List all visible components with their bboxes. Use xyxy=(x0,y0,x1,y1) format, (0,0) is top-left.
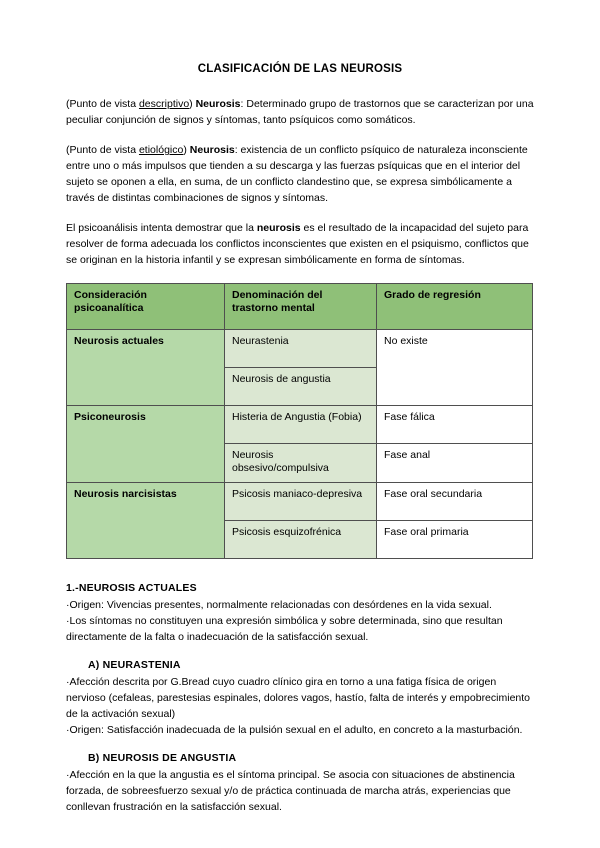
section-neurastenia xyxy=(66,658,534,738)
paragraph-bold-term: neurosis xyxy=(256,222,301,235)
paragraph-underlined-term: descriptivo xyxy=(138,97,190,110)
section-neurosis-actuales xyxy=(66,581,534,645)
table-cell-category: Neurosis narcisistas xyxy=(67,483,225,559)
section-heading: B) NEUROSIS DE ANGUSTIA xyxy=(88,752,237,765)
paragraph-descriptivo xyxy=(66,96,534,128)
paragraph-body: es el resultado de la incapacidad del sujeto para resolver de forma adecuada los conflictos inconscientes que existen en el psiquismo, conflictos que se originan en la historia infantil y se expresan simbólicamente en forma de síntomas. xyxy=(66,222,529,267)
section-bullet: ·Origen: Vivencias presentes, normalmente relacionadas con desórdenes en la vida sexual. xyxy=(66,598,492,611)
paragraph-prefix: (Punto de vista xyxy=(66,97,139,110)
table-cell-grade: No existe xyxy=(377,329,533,405)
table-cell-grade: Fase anal xyxy=(377,443,533,483)
table-cell-grade: Fase oral secundaria xyxy=(377,483,533,521)
paragraph-prefix: El psicoanálisis intenta demostrar que la xyxy=(66,222,257,235)
paragraph-after-underline: ) xyxy=(183,144,190,157)
table-cell-name: Psicosis esquizofrénica xyxy=(225,521,377,559)
table-header-consideracion: Consideración psicoanalítica xyxy=(67,283,225,329)
paragraph-bold-term: Neurosis xyxy=(195,97,241,110)
table-cell-grade: Fase fálica xyxy=(377,405,533,443)
table-cell-category: Psiconeurosis xyxy=(67,405,225,483)
table-cell-name: Neurosis obsesivo/compulsiva xyxy=(225,443,377,483)
paragraph-body: : existencia de un conflicto psíquico de naturaleza inconsciente entre uno o más impulsos que tienden a su descarga y las fuerzas psíquicas que en el interior del sujeto se oponen a ella, en suma, de un conflicto clandestino que, se expresa simbólicamente a través de distintas combinaciones de signos y síntomas. xyxy=(66,144,528,205)
paragraph-bold-term: Neurosis xyxy=(189,144,235,157)
paragraph-underlined-term: etiológico xyxy=(138,144,184,157)
paragraph-body: : Determinado grupo de trastornos que se caracterizan por una peculiar conjunción de signos y síntomas, tanto psíquicos como somáticos. xyxy=(66,97,534,126)
section-heading: A) NEURASTENIA xyxy=(88,659,181,672)
table-cell-name: Histeria de Angustia (Fobia) xyxy=(225,405,377,443)
paragraph-psicoanalisis xyxy=(66,220,534,268)
table-row xyxy=(67,405,533,443)
table-cell-grade: Fase oral primaria xyxy=(377,521,533,559)
classification-table xyxy=(66,283,533,560)
table-header-denominacion: Denominación del trastorno mental xyxy=(225,283,377,329)
table-cell-name: Neurastenia xyxy=(225,329,377,367)
table-header-grado: Grado de regresión xyxy=(377,283,533,329)
section-bullet: ·Los síntomas no constituyen una expresión simbólica y sobre determinada, sino que resultan directamente de la falta o inadecuación de la satisfacción sexual. xyxy=(66,614,503,644)
paragraph-after-underline: ) xyxy=(189,97,196,110)
table-cell-name: Neurosis de angustia xyxy=(225,367,377,405)
section-bullet: ·Afección en la que la angustia es el síntoma principal. Se asocia con situaciones de abstinencia forzada, de sobreesfuerzo sexual y/o de práctica continuada de marcha atrás, experiencias que conllevan frustración en la satisfacción sexual. xyxy=(66,768,515,813)
section-bullet: ·Afección descrita por G.Bread cuyo cuadro clínico gira en torno a una fatiga física de origen nervioso (cefaleas, parestesias espinales, dolores vagos, hastío, falta de interés y empobrecimiento de la activación sexual) xyxy=(66,675,530,720)
table-cell-category: Neurosis actuales xyxy=(67,329,225,405)
table-row xyxy=(67,483,533,521)
table-header-row xyxy=(67,283,533,329)
section-heading: 1.-NEUROSIS ACTUALES xyxy=(66,582,197,595)
section-bullet: ·Origen: Satisfacción inadecuada de la pulsión sexual en el adulto, en concreto a la masturbación. xyxy=(66,723,523,736)
paragraph-etiologico xyxy=(66,142,534,206)
table-row xyxy=(67,329,533,367)
paragraph-prefix: (Punto de vista xyxy=(66,144,139,157)
page-title: CLASIFICACIÓN DE LAS NEUROSIS xyxy=(197,63,403,75)
table-cell-name: Psicosis maniaco-depresiva xyxy=(225,483,377,521)
section-neurosis-de-angustia xyxy=(66,751,534,815)
